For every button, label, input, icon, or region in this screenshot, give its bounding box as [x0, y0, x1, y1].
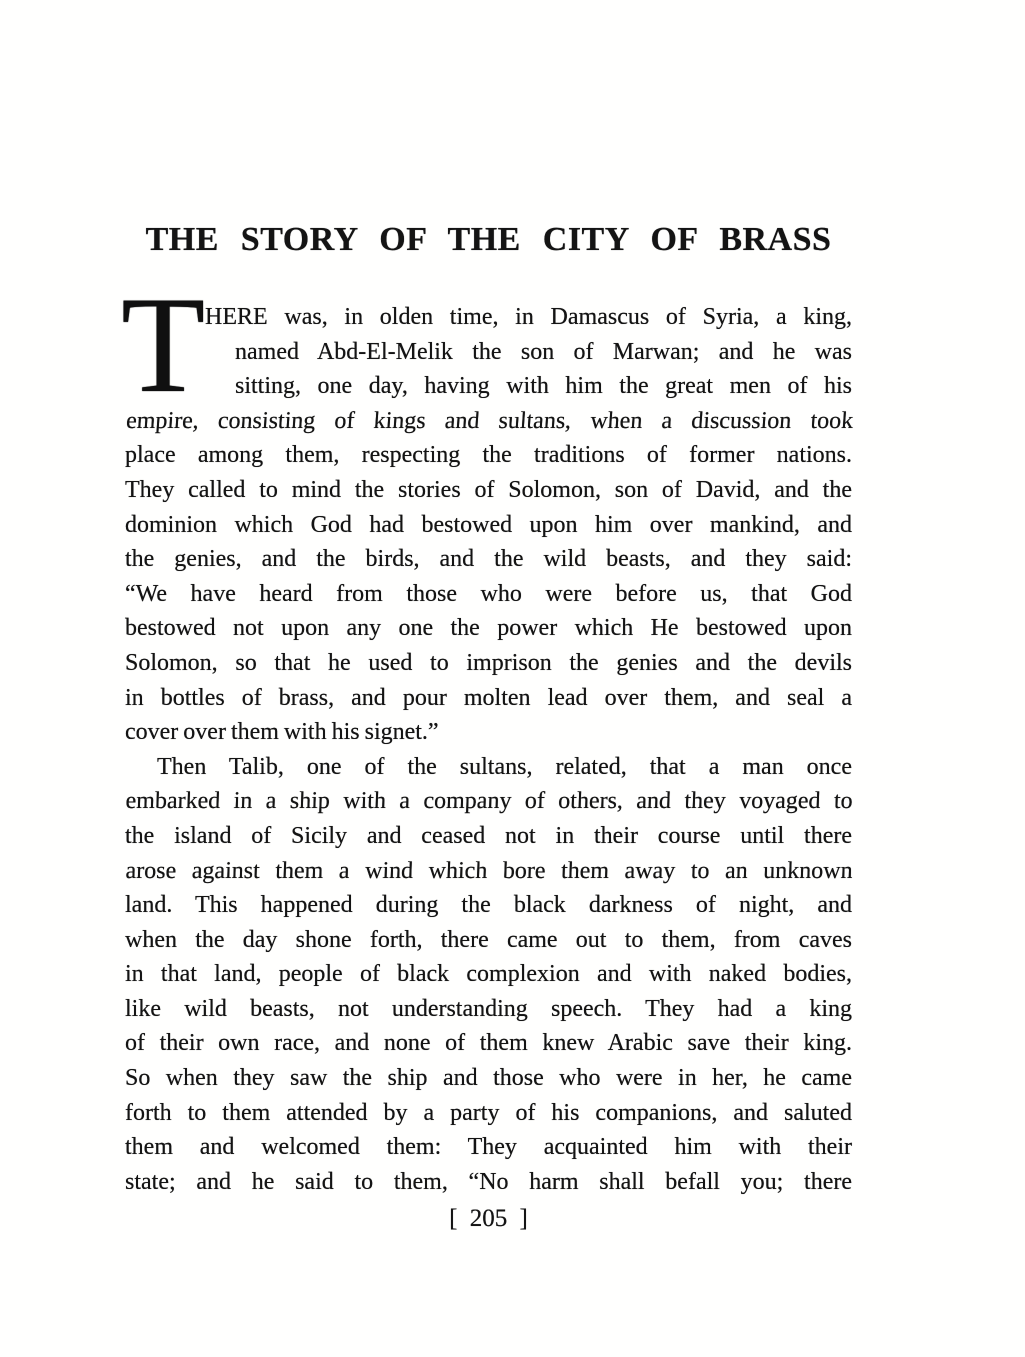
- text-line: arose against them a wind which bore them away to an unknown: [125, 857, 854, 884]
- text-line: land. This happened during the black darkness of night, and: [125, 892, 852, 919]
- drop-cap: T: [121, 268, 206, 421]
- text-block: [121, 268, 855, 1199]
- text-line: Then Talib, one of the sultans, related, that a man once: [157, 753, 852, 780]
- text-line: in that land, people of black complexion and with naked bodies,: [125, 961, 852, 988]
- text-line: in bottles of brass, and pour molten lead over them, and seal a: [125, 684, 852, 711]
- text-line: of their own race, and none of them knew Arabic save their king.: [125, 1030, 852, 1057]
- text-line: forth to them attended by a party of his companions, and saluted: [125, 1099, 852, 1126]
- page-title: THE STORY OF THE CITY OF BRASS: [145, 221, 832, 258]
- text-line: place among them, respecting the traditions of former nations.: [125, 442, 852, 469]
- text-line: the genies, and the birds, and the wild beasts, and they said:: [125, 546, 852, 573]
- text-line: empire, consisting of kings and sultans, when a discussion took: [125, 407, 855, 434]
- text-line: the island of Sicily and ceased not in their course until there: [125, 822, 852, 849]
- text-line: “We have heard from those who were before us, that God: [125, 580, 852, 607]
- text-line: cover over them with his signet.”: [125, 719, 439, 746]
- text-line: They called to mind the stories of Solomon, son of David, and the: [125, 476, 852, 503]
- text-line: HERE was, in olden time, in Damascus of Syria, a king,: [205, 304, 852, 330]
- text-line: dominion which God had bestowed upon him over mankind, and: [125, 511, 852, 538]
- text-line: embarked in a ship with a company of others, and they voyaged to: [125, 788, 854, 815]
- text-line: named Abd-El-Melik the son of Marwan; and he was: [235, 338, 852, 365]
- text-line: sitting, one day, having with him the great men of his: [235, 373, 852, 400]
- text-line: when the day shone forth, there came out to them, from caves: [125, 926, 852, 953]
- page-number: [ 205 ]: [449, 1205, 528, 1232]
- text-line: Solomon, so that he used to imprison the genies and the devils: [125, 649, 852, 676]
- text-line: state; and he said to them, “No harm shall befall you; there: [125, 1168, 852, 1195]
- text-line: bestowed not upon any one the power which He bestowed upon: [125, 615, 852, 642]
- text-line: like wild beasts, not understanding speech. They had a king: [125, 995, 852, 1022]
- text-line: So when they saw the ship and those who were in her, he came: [125, 1065, 852, 1092]
- text-line: them and welcomed them: They acquainted him with their: [125, 1134, 852, 1161]
